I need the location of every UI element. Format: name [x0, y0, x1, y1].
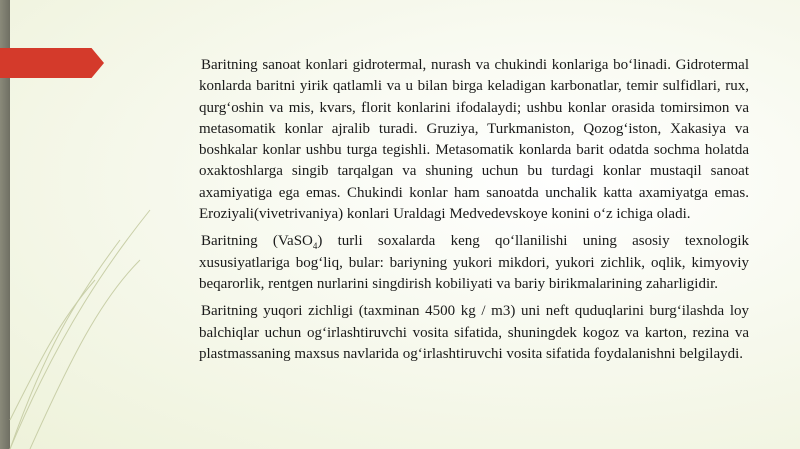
paragraph-text: Baritning yuqori zichligi (taxminan 4500 kg / m3) uni neft quduqlarini burg‘ilashda loy balchiqlar uchun og‘irlashtiruvchi vosita sifatida, shuningdek kogoz va karton, rezina va plastmassaning maxsus navlarida og‘irlashtiruvchi vosita sifatida foydalanishni belgilaydi.	[199, 303, 749, 362]
paragraph-density-use	[199, 300, 749, 365]
paragraph-text-end: ) turli soxalarda keng qo‘llanilishi uning asosiy texnologik xususiyatlariga bog‘liq, bular: bariyning yukori mikdori, yukori zichlik, oqlik, kimyoviy beqarorlik, rentgen nurlarini singdirish kobiliyati va bariy birikmalarining zaharligidir.	[199, 233, 749, 292]
formula-subscript: 4	[312, 241, 318, 252]
paragraph-text-start: Baritning (VaSO	[201, 233, 313, 250]
paragraph-text: Baritning sanoat konlari gidrotermal, nurash va chukindi konlariga bo‘linadi. Gidrotermal konlarda baritni yirik qatlamli va u bilan birga keladigan karbonatlar, temir sulfidlari, rux, qurg‘oshin va mis, kvars, florit konlarini ifodalaydi; ushbu konlar orasida tomirsimon va metasomatik konlar ajralib turadi. Gruziya, Turkmaniston, Qozog‘iston, Xakasiya va boshkalar konlar ushbu turga tegishli. Metasomatik konlarda barit odatda sochma holatda oxaktoshlarga singib tarqalgan va shuning uchun bu turdagi konlar mustaqil sanoat axamiyatiga ega emas. Chukindi konlar ham sanoatda unchalik katta axamiyatga emas. Eroziyali(vivetrivaniya) konlari Uraldagi Medvedevskoye konini o‘z ichiga oladi.	[199, 57, 749, 223]
paragraph-applications	[199, 230, 749, 295]
paragraph-deposit-types	[199, 54, 749, 225]
slide-body	[199, 54, 749, 370]
red-arrow-shape	[0, 48, 104, 78]
